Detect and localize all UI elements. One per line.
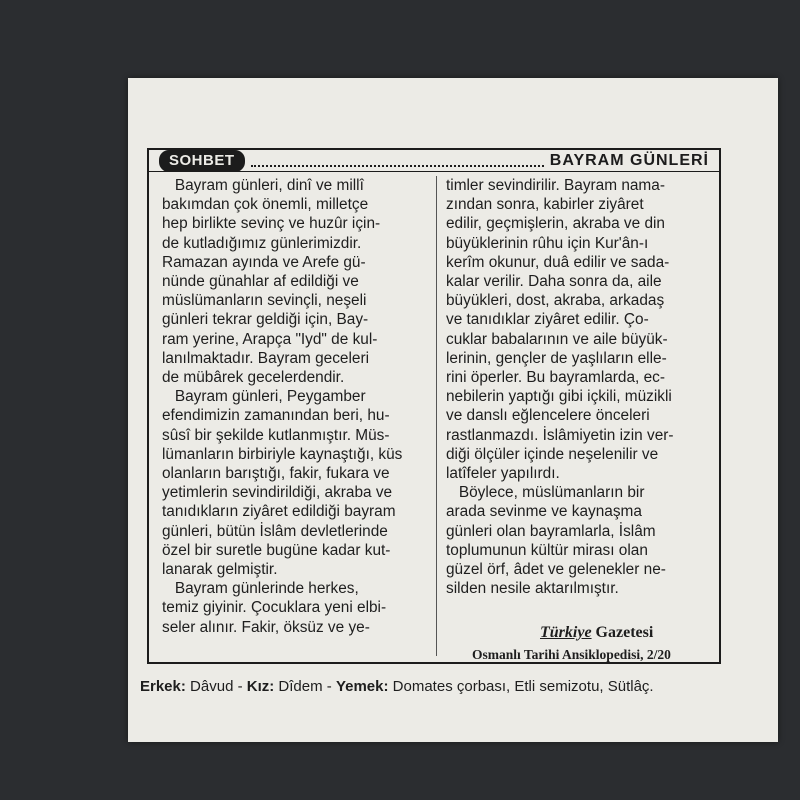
column-divider xyxy=(436,176,437,656)
article-line: müslümanların sevinçli, neşeli xyxy=(162,292,367,310)
header-dotted-leader xyxy=(251,155,544,167)
article-line: timler sevindirilir. Bayram nama- xyxy=(446,177,665,194)
menu-erkek-label: Erkek: xyxy=(140,678,186,695)
article-line: nebilerin yaptığı gibi içkili, müzikli xyxy=(446,388,672,406)
article-line: ve tanıdıklar ziyâret edilir. Ço- xyxy=(446,311,649,329)
article-line: rastlanmazdı. İslâmiyetin izin ver- xyxy=(446,426,674,444)
article-line: büyükleri, dost, akraba, arkadaş xyxy=(446,292,665,310)
article-column-right xyxy=(446,176,708,598)
article-line: yetimlerin sevindirildiği, akraba ve xyxy=(162,484,393,502)
article-line: kalar verilir. Daha sonra da, aile xyxy=(446,273,662,291)
menu-kiz-value: Dîdem xyxy=(278,678,323,695)
article-line: silden nesile aktarılmıştır. xyxy=(446,580,619,598)
article-line: seler alınır. Fakir, öksüz ve ye- xyxy=(162,618,370,636)
article-line: ve danslı eğlencelere önceleri xyxy=(446,407,650,425)
article-column-left xyxy=(162,176,428,637)
holiday-menu-line xyxy=(140,678,654,695)
article-line: kerîm okunur, duâ edilir ve sada- xyxy=(446,253,670,271)
article-line: günleri, bütün İslâm devletlerinde xyxy=(162,522,388,540)
menu-yemek-value: Domates çorbası, Etli semizotu, Sütlâç. xyxy=(392,678,654,695)
article-line: bakımdan çok önemli, milletçe xyxy=(162,196,369,214)
article-line: lanılmaktadır. Bayram geceleri xyxy=(162,349,370,367)
newspaper-brand: Türkiye xyxy=(540,624,592,641)
article-line: arada sevinme ve kaynaşma xyxy=(446,503,642,521)
menu-yemek-label: Yemek: xyxy=(335,678,389,695)
article-line: de kutladığımız günlerimizdir. xyxy=(162,234,362,252)
article-line: temiz giyinir. Çocuklara yeni elbi- xyxy=(162,599,387,617)
article-line: Böylece, müslümanların bir xyxy=(446,484,645,502)
article-line: cuklar babalarının ve aile büyük- xyxy=(446,330,668,348)
article-line: lanarak gelmiştir. xyxy=(162,561,278,579)
article-line: hep birlikte sevinç ve huzûr için- xyxy=(162,215,381,233)
menu-kiz-label: Kız: xyxy=(246,678,275,695)
article-line: günleri olan bayramlarla, İslâm xyxy=(446,522,656,540)
article-line: sûsî bir şekilde kutlanmıştır. Müs- xyxy=(162,426,390,444)
article-line: nünde günahlar af edildiği ve xyxy=(162,273,359,291)
article-line: de mübârek gecelerdendir. xyxy=(162,369,345,387)
article-line: efendimizin zamanından beri, hu- xyxy=(162,407,390,425)
article-line: büyüklerinin rûhu için Kur'ân-ı xyxy=(446,234,649,252)
article-line: olanların barıştığı, fakir, fukara ve xyxy=(162,465,390,483)
article-line: diği ölçüler içinde neşelenilir ve xyxy=(446,445,659,463)
article-line: Ramazan ayında ve Arefe gü- xyxy=(162,253,366,271)
article-line: toplumunun kültür mirası olan xyxy=(446,541,648,559)
article-header xyxy=(149,150,719,172)
menu-separator: - xyxy=(322,678,336,695)
article-line: zından sonra, kabirler ziyâret xyxy=(446,196,644,214)
menu-erkek-value: Dâvud xyxy=(190,678,234,695)
article-line: lümanların birbiriyle kaynaştığı, küs xyxy=(162,445,403,463)
article-line: günleri tekrar geldiği için, Bay- xyxy=(162,311,369,329)
newspaper-brand-suffix: Gazetesi xyxy=(595,624,654,641)
article-line: Bayram günleri, dinî ve millî xyxy=(162,177,364,194)
section-badge: SOHBET xyxy=(159,150,245,172)
article-line: Bayram günlerinde herkes, xyxy=(162,580,359,598)
source-reference: Osmanlı Tarihi Ansiklopedisi, 2/20 xyxy=(472,647,671,662)
article-line: edilir, geçmişlerin, akraba ve din xyxy=(446,215,665,233)
article-line: rini öperler. Bu bayramlarda, ec- xyxy=(446,369,665,387)
article-line: özel bir suretle bugüne kadar kut- xyxy=(162,541,391,559)
article-title: BAYRAM GÜNLERİ xyxy=(549,151,709,169)
source-newspaper xyxy=(540,624,653,642)
article-line: güzel örf, âdet ve gelenekler ne- xyxy=(446,561,666,579)
menu-separator: - xyxy=(233,678,247,695)
article-line: lerinin, gençler de yaşlıların elle- xyxy=(446,349,667,367)
article-line: tanıdıkların ziyâret edildiği bayram xyxy=(162,503,396,521)
article-line: latîfeler yapılırdı. xyxy=(446,465,560,483)
article-line: Bayram günleri, Peygamber xyxy=(162,388,366,406)
article-line: ram yerine, Arapça "Iyd" de kul- xyxy=(162,330,378,348)
